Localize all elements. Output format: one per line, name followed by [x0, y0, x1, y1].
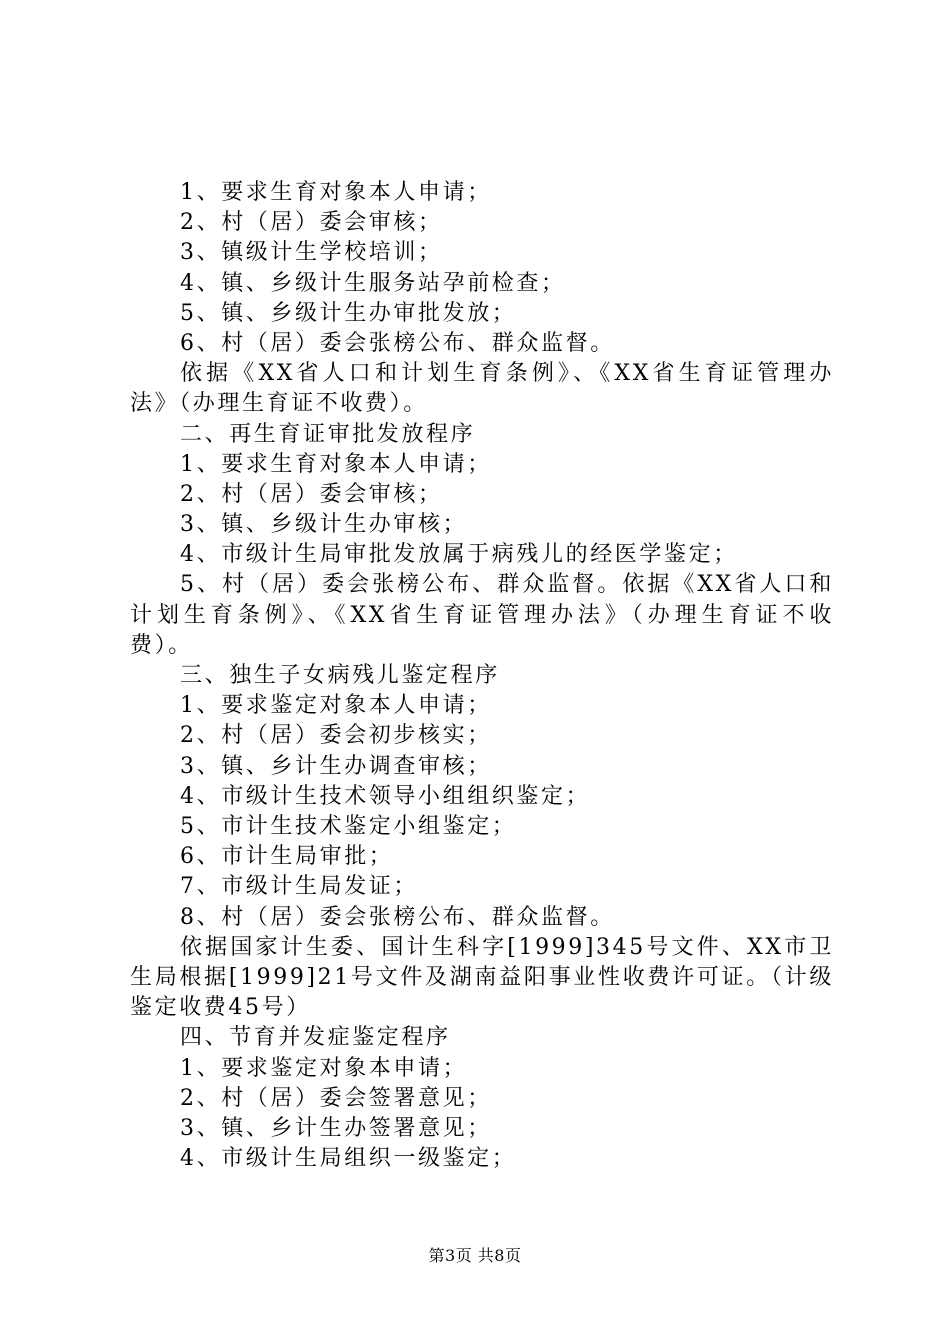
list-item: 1、要求生育对象本人申请；: [180, 451, 492, 477]
list-item: 5、镇、乡级计生办审批发放；: [180, 300, 517, 326]
list-item: 5、市计生技术鉴定小组鉴定；: [180, 814, 517, 840]
basis-paragraph: 依据《XX省人口和计划生育条例》、《XX省生育证管理办法》（办理生育证不收费）。: [130, 361, 834, 417]
list-item: 8、村（居）委会张榜公布、群众监督。: [180, 904, 615, 930]
list-item: 2、村（居）委会签署意见；: [180, 1085, 492, 1111]
list-item: 7、市级计生局发证；: [180, 874, 418, 900]
section-heading: 三、独生子女病残儿鉴定程序: [180, 663, 500, 689]
page-footer: 第3页 共8页: [428, 1246, 522, 1265]
list-item-with-basis: 5、村（居）委会张榜公布、群众监督。依据《XX省人口和计划生育条例》、《XX省生育证管理办法》（办理生育证不收费）。: [130, 572, 834, 658]
list-item: 3、镇、乡级计生办审核；: [180, 512, 468, 538]
list-item: 4、市级计生局组织一级鉴定；: [180, 1146, 517, 1172]
list-item: 2、村（居）委会审核；: [180, 210, 443, 236]
document-body: [130, 178, 834, 1174]
list-item: 2、村（居）委会审核；: [180, 481, 443, 507]
list-item: 3、镇、乡计生办签署意见；: [180, 1115, 492, 1141]
list-item: 6、市计生局审批；: [180, 844, 394, 870]
list-item: 1、要求生育对象本人申请；: [180, 180, 492, 205]
list-item: 3、镇级计生学校培训；: [180, 240, 443, 266]
list-item: 4、市级计生技术领导小组组织鉴定；: [180, 783, 591, 809]
list-item: 4、市级计生局审批发放属于病残儿的经医学鉴定；: [180, 542, 738, 568]
section-heading: 四、节育并发症鉴定程序: [180, 1025, 451, 1051]
list-item: 1、要求鉴定对象本申请；: [180, 1055, 468, 1081]
list-item: 6、村（居）委会张榜公布、群众监督。: [180, 330, 615, 356]
section-heading: 二、再生育证审批发放程序: [180, 421, 476, 447]
basis-paragraph: 依据国家计生委、国计生科字[1999]345号文件、XX市卫生局根据[1999]21号文件及湖南益阳事业性收费许可证。（计级鉴定收费45号）: [130, 934, 834, 1021]
list-item: 2、村（居）委会初步核实；: [180, 723, 492, 749]
list-item: 3、镇、乡计生办调查审核；: [180, 753, 492, 779]
list-item: 1、要求鉴定对象本人申请；: [180, 693, 492, 719]
list-item: 4、镇、乡级计生服务站孕前检查；: [180, 270, 566, 296]
